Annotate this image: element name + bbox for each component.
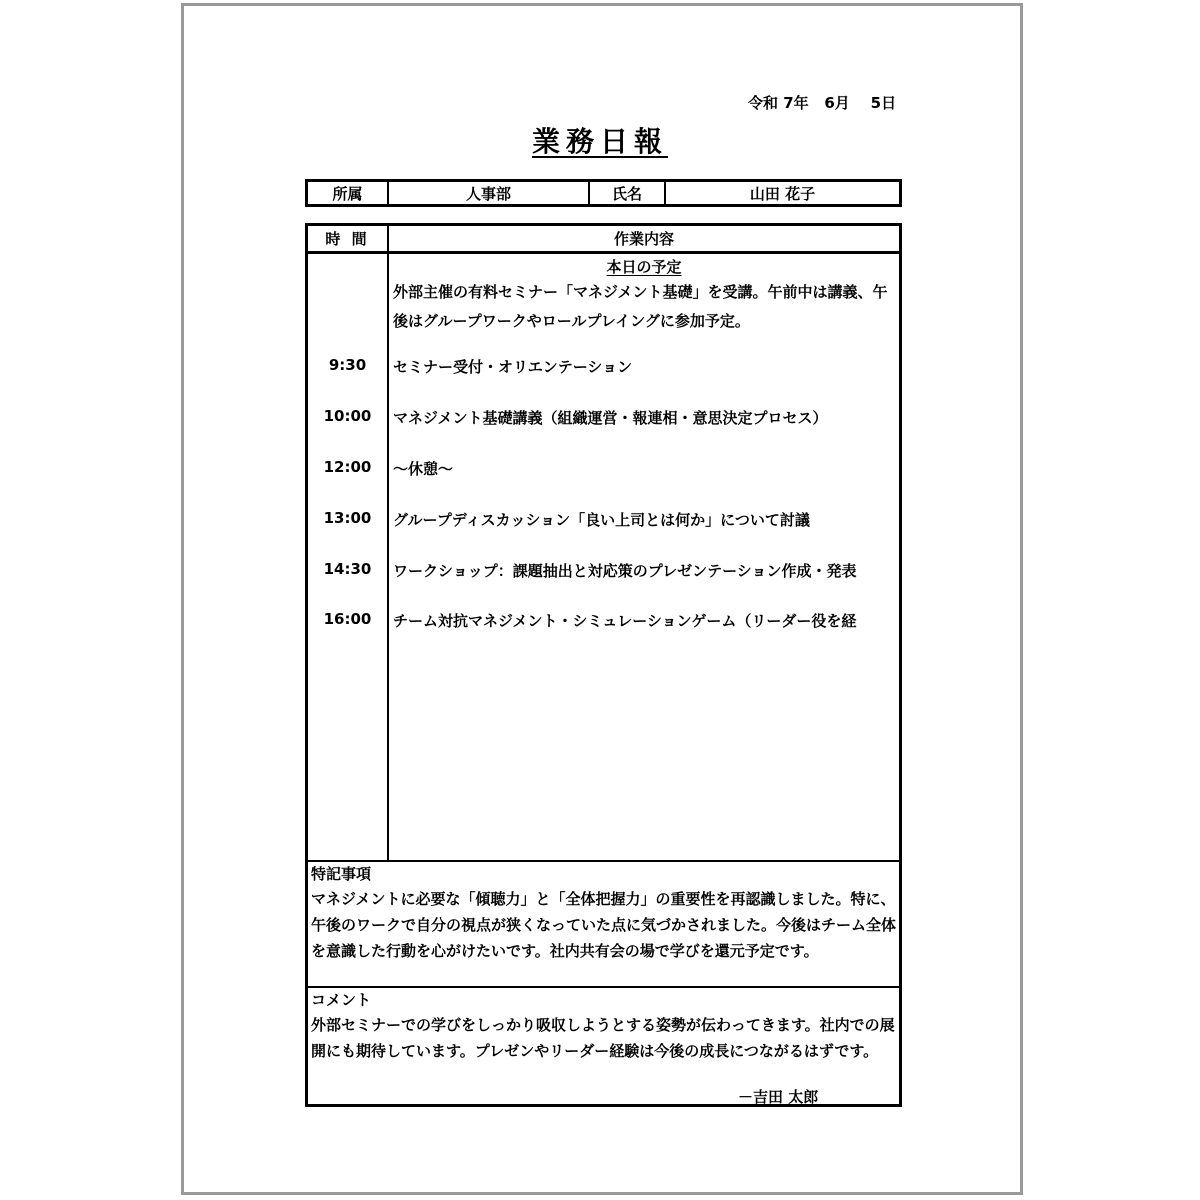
- name-value: 山田 花子: [749, 184, 816, 203]
- work-table: [305, 223, 902, 1107]
- schedule-row: [308, 560, 899, 584]
- schedule-time: 14:30: [323, 560, 372, 578]
- dept-label: 所属: [308, 182, 389, 204]
- schedule-time: 10:00: [323, 407, 372, 425]
- page-title: 業務日報: [531, 125, 668, 158]
- schedule-row: [308, 356, 899, 380]
- schedule-row: [308, 407, 899, 431]
- schedule-row: [308, 610, 899, 634]
- schedule-activity: マネジメント基礎講義（組織運営・報連相・意思決定プロセス）: [393, 409, 828, 427]
- work-header: 作業内容: [613, 230, 674, 248]
- plan-description: 外部主催の有料セミナー「マネジメント基礎」を受講。午前中は講義、午後はグループワークやロールプレイングに参加予定。: [393, 283, 888, 330]
- schedule-time: 13:00: [323, 509, 372, 527]
- schedule-row: [308, 509, 899, 533]
- schedule-activity: セミナー受付・オリエンテーション: [393, 358, 633, 376]
- notes-body: マネジメントに必要な「傾聴力」と「全体把握力」の重要性を再認識しました。特に、午後のワークで自分の視点が狭くなっていた点に気づかされました。今後はチーム全体を意識した行動を心がけたいです。社内共有会の場で学びを還元予定です。: [311, 890, 897, 960]
- schedule-activity: ～休憩～: [393, 460, 454, 478]
- comment-body: 外部セミナーでの学びをしっかり吸収しようとする姿勢が伝わってきます。社内での展開にも期待しています。プレゼンやリーダー経験は今後の成長につながるはずです。: [311, 1016, 895, 1060]
- notes-section: [308, 860, 899, 986]
- schedule-row: [308, 458, 899, 482]
- schedule-time: 16:00: [323, 610, 372, 628]
- schedule-activity: グループディスカッション「良い上司とは何か」について討議: [393, 511, 810, 529]
- comment-label: コメント: [311, 991, 372, 1009]
- schedule-time: 9:30: [328, 356, 367, 374]
- notes-label: 特記事項: [311, 865, 372, 883]
- work-table-header: [308, 226, 899, 254]
- time-header: 時 間: [308, 226, 389, 251]
- schedule-activity: チーム対抗マネジメント・シミュレーションゲーム（リーダー役を経: [393, 612, 857, 630]
- schedule-time: 12:00: [323, 458, 372, 476]
- info-table: [305, 179, 902, 207]
- report-date: 令和 7年 6月 5日: [748, 94, 897, 112]
- plan-title: 本日の予定: [606, 258, 682, 276]
- comment-section: [308, 986, 899, 1104]
- comment-signature: －吉田 太郎: [738, 1088, 819, 1106]
- schedule-activity: ワークショップ：課題抽出と対応策のプレゼンテーション作成・発表: [393, 562, 857, 580]
- dept-value: 人事部: [389, 182, 590, 204]
- column-divider: [387, 254, 389, 860]
- name-label: 氏名: [590, 182, 666, 204]
